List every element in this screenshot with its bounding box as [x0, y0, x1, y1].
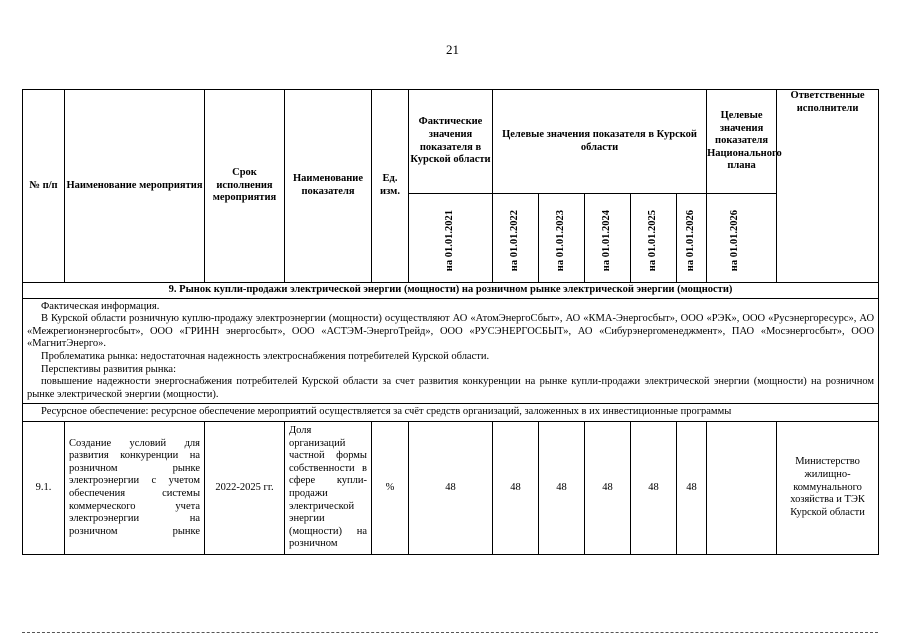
header-event-name: Наименование мероприятия	[65, 90, 205, 283]
row-actual: 48	[409, 421, 493, 554]
header-date-cell	[677, 194, 707, 283]
row-indicator: Доля организаций частной формы собственности в сфере купли-продажи электрической энергии (мощности) на розничном	[285, 421, 372, 554]
row-national	[707, 421, 777, 554]
header-unit: Ед. изм.	[372, 90, 409, 283]
header-date-actual: на 01.01.2021	[444, 210, 456, 272]
row-responsible: Министерство жилищно-коммунального хозяйства и ТЭК Курской области	[777, 421, 879, 554]
header-indicator-name: Наименование показателя	[285, 90, 372, 283]
row-unit: %	[372, 421, 409, 554]
prospects-heading: Перспективы развития рынка:	[41, 363, 176, 375]
row-target-2023: 48	[539, 421, 585, 554]
scan-bottom-edge	[22, 632, 878, 633]
header-date-cell	[539, 194, 585, 283]
row-event: Создание условий для развития конкуренции на розничном рынке электроэнергии с учетом обеспечения системы коммерческого учета электроэнергии на розничном рынке	[65, 421, 205, 554]
header-date-actual-cell	[409, 194, 493, 283]
section-title: 9. Рынок купли-продажи электрической энергии (мощности) на розничном рынке электрической энергии (мощности)	[23, 283, 879, 299]
row-target-2022: 48	[493, 421, 539, 554]
header-deadline: Срок исполнения мероприятия	[205, 90, 285, 283]
header-date-2025: на 01.01.2025	[647, 210, 659, 272]
header-target-national: Целевые значения показателя Национального плана	[707, 90, 777, 194]
header-date-cell	[493, 194, 539, 283]
row-num: 9.1.	[23, 421, 65, 554]
section-info	[23, 298, 879, 404]
header-num: № п/п	[23, 90, 65, 283]
header-date-national-cell	[707, 194, 777, 283]
row-target-2024: 48	[585, 421, 631, 554]
row-target-2026: 48	[677, 421, 707, 554]
header-date-2026: на 01.01.2026	[685, 210, 697, 272]
header-date-cell	[631, 194, 677, 283]
section-resources	[23, 404, 879, 422]
header-date-2022: на 01.01.2022	[509, 210, 521, 272]
row-deadline: 2022-2025 гг.	[205, 421, 285, 554]
row-target-2025: 48	[631, 421, 677, 554]
page-number: 21	[446, 42, 459, 57]
header-responsible: Ответственные исполнители	[777, 90, 879, 283]
info-problem: Проблематика рынка: недостаточная надежность электроснабжения потребителей Курской области.	[41, 350, 490, 362]
header-date-2024: на 01.01.2024	[601, 210, 613, 272]
measures-table	[22, 89, 879, 555]
header-date-national: на 01.01.2026	[728, 210, 740, 272]
resources-text: Ресурсное обеспечение: ресурсное обеспечение мероприятий осуществляется за счёт средств организаций, заложенных в их инвестиционные программы	[41, 406, 732, 418]
header-target-region: Целевые значения показателя в Курской области	[493, 90, 707, 194]
info-heading: Фактическая информация.	[41, 300, 160, 312]
prospects-text: повышение надежности энергоснабжения потребителей Курской области за счет развития конкуренции на рынке купли-продажи электрической энергии (мощности) на розничном рынке электрической энергии (мощности).	[27, 376, 875, 400]
header-date-2023: на 01.01.2023	[555, 210, 567, 272]
info-text: В Курской области розничную куплю-продажу электроэнергии (мощности) осуществляют АО «АтомЭнергоСбыт», АО «КМА-Энергосбыт», ООО «РЭК», ООО «Русэнергоресурс», АО «Межрегионэнергосбыт», ООО «ГРИНН энергосбыт», ООО «АСТЭМ-ЭнергоТрейд», ООО «РУСЭНЕРГОСБЫТ», АО «Сибурэнергоменеджмент», ПАО «Мосэнергосбыт», ООО «МагнитЭнерго».	[27, 313, 875, 350]
header-date-cell	[585, 194, 631, 283]
header-actual: Фактические значения показателя в Курской области	[409, 90, 493, 194]
